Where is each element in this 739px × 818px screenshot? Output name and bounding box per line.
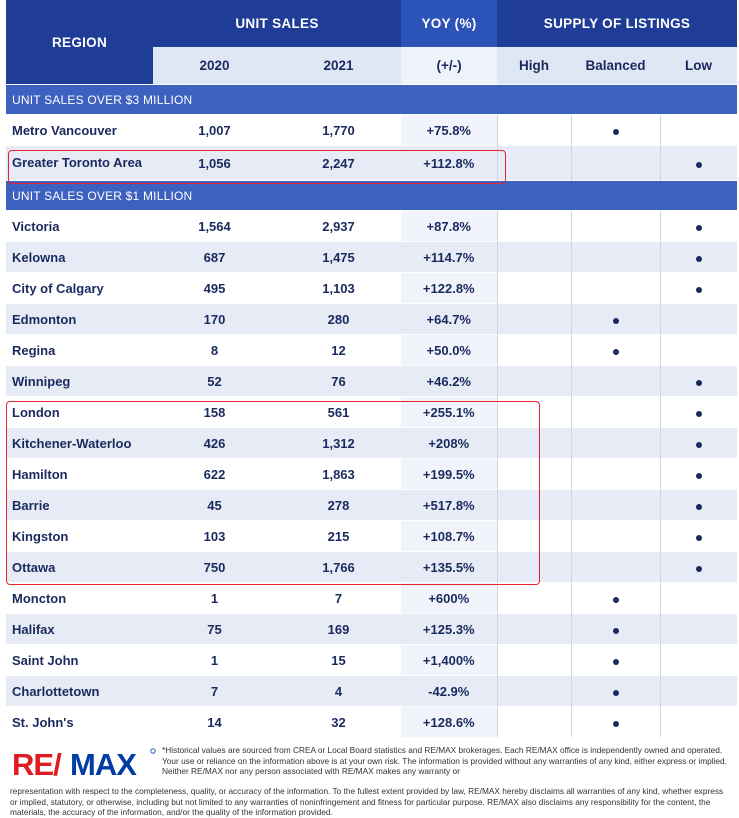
sales-2021-cell: 278 <box>276 490 401 521</box>
table-row <box>6 614 737 645</box>
yoy-cell: +112.8% <box>401 146 497 181</box>
supply-balanced-cell <box>571 304 660 335</box>
sales-2021-cell: 1,475 <box>276 242 401 273</box>
yoy-cell: +517.8% <box>401 490 497 521</box>
yoy-cell: +108.7% <box>401 521 497 552</box>
supply-balanced-cell <box>571 397 660 428</box>
supply-dot-mark <box>696 225 702 231</box>
sales-2021-cell: 169 <box>276 614 401 645</box>
table-row <box>6 676 737 707</box>
supply-dot-mark <box>696 566 702 572</box>
supply-low-cell <box>660 645 737 676</box>
supply-low-cell <box>660 459 737 490</box>
supply-low-cell <box>660 397 737 428</box>
svg-text:RE/: RE/ <box>12 747 61 782</box>
sales-2020-cell: 7 <box>153 676 276 707</box>
supply-balanced-cell <box>571 645 660 676</box>
section-header <box>6 181 737 211</box>
sales-2021-cell: 12 <box>276 335 401 366</box>
supply-dot-mark <box>696 535 702 541</box>
yoy-cell: +64.7% <box>401 304 497 335</box>
supply-high-cell <box>497 459 571 490</box>
supply-dot-mark <box>613 597 619 603</box>
sales-2020-cell: 1 <box>153 583 276 614</box>
supply-high-cell <box>497 645 571 676</box>
region-cell: Hamilton <box>6 459 153 490</box>
supply-low-cell <box>660 676 737 707</box>
header-balanced: Balanced <box>571 47 660 85</box>
supply-high-cell <box>497 428 571 459</box>
header-2020: 2020 <box>153 47 276 85</box>
region-cell: Charlottetown <box>6 676 153 707</box>
supply-high-cell <box>497 614 571 645</box>
region-cell: London <box>6 397 153 428</box>
sales-2021-cell: 561 <box>276 397 401 428</box>
sales-2021-cell: 4 <box>276 676 401 707</box>
supply-balanced-cell <box>571 335 660 366</box>
supply-balanced-cell <box>571 211 660 242</box>
section-title: UNIT SALES OVER $3 MILLION <box>6 85 737 115</box>
supply-high-cell <box>497 521 571 552</box>
table-row <box>6 366 737 397</box>
sales-2020-cell: 103 <box>153 521 276 552</box>
table-row <box>6 115 737 146</box>
header-low: Low <box>660 47 737 85</box>
disclaimer-part-1: *Historical values are sourced from CREA or Local Board statistics and RE/MAX brokerages. Each RE/MAX office is independently owned and operated. Your use or reliance on the information above is at your own risk. The information is provided without any warranties of any kind, either express or implied. Neither RE/MAX nor any person associated with RE/MAX makes any warranty or <box>162 745 727 777</box>
table-body <box>6 85 737 738</box>
table-row <box>6 211 737 242</box>
supply-balanced-cell <box>571 366 660 397</box>
supply-high-cell <box>497 676 571 707</box>
supply-balanced-cell <box>571 459 660 490</box>
supply-balanced-cell <box>571 583 660 614</box>
header-supply: SUPPLY OF LISTINGS <box>497 0 737 47</box>
sales-2021-cell: 280 <box>276 304 401 335</box>
supply-dot-mark <box>613 721 619 727</box>
supply-balanced-cell <box>571 115 660 146</box>
sales-2021-cell: 2,247 <box>276 146 401 181</box>
supply-high-cell <box>497 366 571 397</box>
disclaimer-part-2: representation with respect to the completeness, quality, or accuracy of the information. To the fullest extent provided by law, RE/MAX hereby disclaims all warranties of any kind, whether express or implied, statutory, or otherwise, including but not limited to any warranties of noninfringement and fitness for particular purpose. RE/MAX also disclaims any responsibility for the content, the materials, the accuracy of the information, and/or the quality of the information provided. <box>10 786 724 818</box>
header-2021: 2021 <box>276 47 401 85</box>
supply-high-cell <box>497 146 571 181</box>
table-row <box>6 335 737 366</box>
sales-2020-cell: 1,056 <box>153 146 276 181</box>
sales-2020-cell: 158 <box>153 397 276 428</box>
region-cell: Kelowna <box>6 242 153 273</box>
sales-2021-cell: 15 <box>276 645 401 676</box>
region-cell: Kingston <box>6 521 153 552</box>
sales-2020-cell: 426 <box>153 428 276 459</box>
region-cell: Moncton <box>6 583 153 614</box>
table-row <box>6 146 737 181</box>
region-cell: City of Calgary <box>6 273 153 304</box>
sales-2021-cell: 1,863 <box>276 459 401 490</box>
region-cell: Halifax <box>6 614 153 645</box>
table-row <box>6 552 737 583</box>
region-cell: Ottawa <box>6 552 153 583</box>
supply-balanced-cell <box>571 490 660 521</box>
header-unit-sales: UNIT SALES <box>153 0 401 47</box>
supply-balanced-cell <box>571 242 660 273</box>
supply-dot-mark <box>696 380 702 386</box>
sales-2021-cell: 2,937 <box>276 211 401 242</box>
supply-dot-mark <box>613 318 619 324</box>
sales-2021-cell: 32 <box>276 707 401 738</box>
header-yoy-sub: (+/-) <box>401 47 497 85</box>
supply-balanced-cell <box>571 146 660 181</box>
sales-2020-cell: 14 <box>153 707 276 738</box>
sales-2020-cell: 750 <box>153 552 276 583</box>
sales-2021-cell: 215 <box>276 521 401 552</box>
footer <box>0 743 739 818</box>
table-row <box>6 459 737 490</box>
region-cell: St. John's <box>6 707 153 738</box>
sales-2020-cell: 1 <box>153 645 276 676</box>
supply-balanced-cell <box>571 676 660 707</box>
yoy-cell: +600% <box>401 583 497 614</box>
supply-low-cell <box>660 146 737 181</box>
supply-low-cell <box>660 552 737 583</box>
region-cell: Barrie <box>6 490 153 521</box>
sales-2020-cell: 170 <box>153 304 276 335</box>
yoy-cell: -42.9% <box>401 676 497 707</box>
sales-2020-cell: 45 <box>153 490 276 521</box>
supply-balanced-cell <box>571 428 660 459</box>
svg-text:MAX: MAX <box>70 747 136 782</box>
region-cell: Winnipeg <box>6 366 153 397</box>
sales-2021-cell: 1,770 <box>276 115 401 146</box>
yoy-cell: +46.2% <box>401 366 497 397</box>
supply-low-cell <box>660 707 737 738</box>
sales-2020-cell: 8 <box>153 335 276 366</box>
supply-high-cell <box>497 583 571 614</box>
supply-high-cell <box>497 490 571 521</box>
table-row <box>6 242 737 273</box>
supply-high-cell <box>497 707 571 738</box>
supply-low-cell <box>660 583 737 614</box>
sales-2021-cell: 1,766 <box>276 552 401 583</box>
sales-2020-cell: 1,564 <box>153 211 276 242</box>
sales-2020-cell: 1,007 <box>153 115 276 146</box>
region-cell: Edmonton <box>6 304 153 335</box>
supply-dot-mark <box>696 162 702 168</box>
supply-low-cell <box>660 242 737 273</box>
region-cell: Metro Vancouver <box>6 115 153 146</box>
header-high: High <box>497 47 571 85</box>
supply-low-cell <box>660 521 737 552</box>
yoy-cell: +1,400% <box>401 645 497 676</box>
supply-low-cell <box>660 614 737 645</box>
supply-high-cell <box>497 397 571 428</box>
table-row <box>6 304 737 335</box>
sales-table-container <box>6 0 737 737</box>
supply-high-cell <box>497 211 571 242</box>
supply-dot-mark <box>613 628 619 634</box>
sales-2021-cell: 7 <box>276 583 401 614</box>
table-row <box>6 273 737 304</box>
supply-dot-mark <box>613 690 619 696</box>
sales-2020-cell: 495 <box>153 273 276 304</box>
yoy-cell: +114.7% <box>401 242 497 273</box>
table-row <box>6 521 737 552</box>
yoy-cell: +87.8% <box>401 211 497 242</box>
yoy-cell: +255.1% <box>401 397 497 428</box>
supply-high-cell <box>497 335 571 366</box>
sales-2021-cell: 76 <box>276 366 401 397</box>
yoy-cell: +128.6% <box>401 707 497 738</box>
yoy-cell: +135.5% <box>401 552 497 583</box>
header-yoy: YOY (%) <box>401 0 497 47</box>
supply-low-cell <box>660 335 737 366</box>
region-cell: Regina <box>6 335 153 366</box>
yoy-cell: +122.8% <box>401 273 497 304</box>
sales-2021-cell: 1,103 <box>276 273 401 304</box>
supply-low-cell <box>660 211 737 242</box>
supply-dot-mark <box>613 659 619 665</box>
table-row <box>6 490 737 521</box>
section-title: UNIT SALES OVER $1 MILLION <box>6 181 737 211</box>
sales-2020-cell: 52 <box>153 366 276 397</box>
supply-dot-mark <box>613 129 619 135</box>
table-row <box>6 397 737 428</box>
supply-high-cell <box>497 304 571 335</box>
supply-low-cell <box>660 115 737 146</box>
supply-dot-mark <box>696 442 702 448</box>
header-region: REGION <box>6 0 153 85</box>
supply-high-cell <box>497 242 571 273</box>
supply-high-cell <box>497 552 571 583</box>
yoy-cell: +75.8% <box>401 115 497 146</box>
sales-2020-cell: 622 <box>153 459 276 490</box>
supply-low-cell <box>660 304 737 335</box>
table-row <box>6 428 737 459</box>
region-cell: Victoria <box>6 211 153 242</box>
section-header <box>6 85 737 115</box>
supply-high-cell <box>497 273 571 304</box>
supply-high-cell <box>497 115 571 146</box>
supply-dot-mark <box>696 256 702 262</box>
supply-low-cell <box>660 490 737 521</box>
supply-dot-mark <box>696 287 702 293</box>
region-cell: Saint John <box>6 645 153 676</box>
supply-dot-mark <box>613 349 619 355</box>
table-row <box>6 645 737 676</box>
sales-2021-cell: 1,312 <box>276 428 401 459</box>
supply-balanced-cell <box>571 707 660 738</box>
supply-dot-mark <box>696 473 702 479</box>
supply-balanced-cell <box>571 273 660 304</box>
yoy-cell: +208% <box>401 428 497 459</box>
region-cell: Kitchener-Waterloo <box>6 428 153 459</box>
remax-logo <box>10 745 158 785</box>
supply-balanced-cell <box>571 521 660 552</box>
sales-2020-cell: 75 <box>153 614 276 645</box>
supply-balanced-cell <box>571 552 660 583</box>
sales-2020-cell: 687 <box>153 242 276 273</box>
table-row <box>6 583 737 614</box>
supply-dot-mark <box>696 504 702 510</box>
supply-balanced-cell <box>571 614 660 645</box>
supply-low-cell <box>660 428 737 459</box>
yoy-cell: +50.0% <box>401 335 497 366</box>
supply-low-cell <box>660 366 737 397</box>
yoy-cell: +125.3% <box>401 614 497 645</box>
yoy-cell: +199.5% <box>401 459 497 490</box>
table-row <box>6 707 737 738</box>
region-cell: Greater Toronto Area <box>6 146 153 181</box>
supply-dot-mark <box>696 411 702 417</box>
supply-low-cell <box>660 273 737 304</box>
sales-table <box>6 0 737 737</box>
